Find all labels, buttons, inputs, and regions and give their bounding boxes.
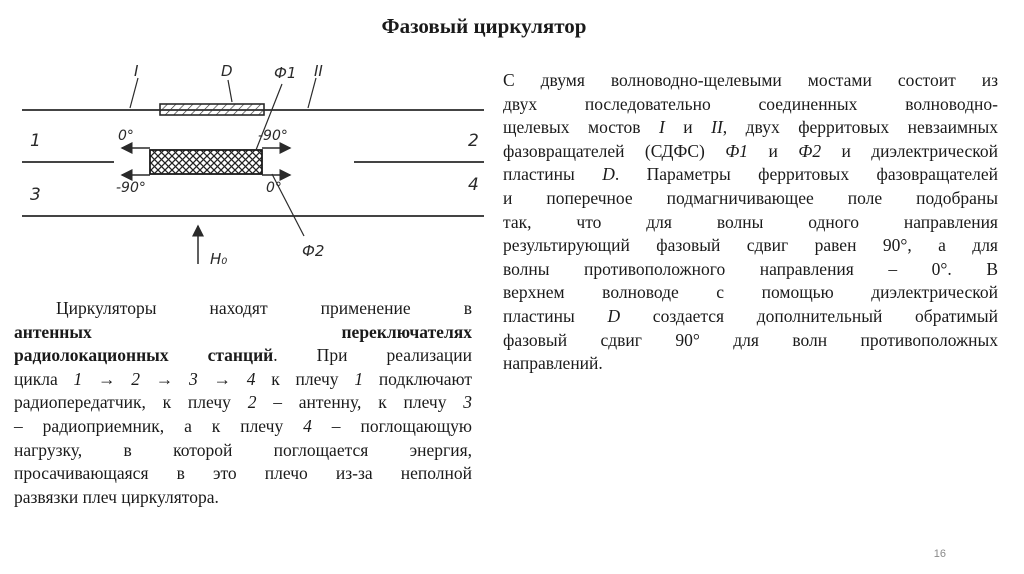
- text-line: – радиоприемник, а к плечу 4 – поглощающую: [14, 415, 472, 436]
- text-line: верхнем волноводе с помощью диэлектрической: [503, 282, 998, 303]
- label-phase-bottom-left: -90°: [116, 180, 146, 196]
- text-line: С двумя волноводно-щелевыми мостами состоит из: [503, 70, 998, 90]
- label-ferrite-f2: Ф2: [302, 242, 325, 260]
- application-paragraph: [14, 297, 472, 509]
- dielectric-plate-d: [160, 104, 264, 115]
- text-line: и поперечное подмагничивающее поле подобраны: [503, 187, 998, 208]
- text-line: фазовращателей (СДФС) Ф1 и Ф2 и диэлектрической: [503, 140, 998, 161]
- ferrite-phase-shifter: [150, 150, 262, 174]
- text-line: пластины D. Параметры ферритовых фазовращателей: [503, 164, 998, 185]
- text-line: развязки плеч циркулятора.: [14, 486, 219, 507]
- text-line: Циркуляторы находят применение в: [56, 298, 472, 318]
- text-line: щелевых мостов I и II, двух ферритовых невзаимных: [503, 117, 998, 138]
- label-port-3: 3: [30, 185, 41, 205]
- label-bridge-i: I: [134, 62, 139, 80]
- description-paragraph: [503, 69, 998, 376]
- label-port-4: 4: [468, 175, 479, 195]
- label-phase-bottom-right: 0°: [266, 180, 282, 196]
- text-line: фазовый сдвиг 90° для волн противоположных: [503, 329, 998, 350]
- text-line: направлений.: [503, 353, 603, 374]
- text-line: пластины D создается дополнительный обратимый: [503, 305, 998, 326]
- label-field-h0: H₀: [210, 250, 228, 268]
- leader-ii: [308, 78, 316, 108]
- label-port-1: 1: [30, 131, 41, 151]
- leader-d: [228, 80, 232, 102]
- text-line: двух последовательно соединенных волноводно-: [503, 93, 998, 114]
- text-line: цикла 1 → 2 → 3 → 4 к плечу 1 подключают: [14, 368, 473, 389]
- label-phase-top-left: 0°: [118, 128, 134, 144]
- leader-i: [130, 78, 138, 108]
- text-line: так, что для волны одного направления: [503, 211, 998, 232]
- text-line: антенных переключателях: [14, 321, 472, 342]
- circulator-diagram: [18, 58, 488, 284]
- circulator-schematic: [18, 58, 488, 284]
- text-line: радиопередатчик, к плечу 2 – антенну, к плечу 3: [14, 392, 472, 413]
- text-line: радиолокационных станций. При реализации: [14, 345, 472, 366]
- page-number: 16: [933, 548, 946, 560]
- label-bridge-ii: II: [314, 62, 323, 80]
- label-plate-d: D: [221, 62, 233, 80]
- label-port-2: 2: [468, 131, 479, 151]
- text-line: волны противоположного направления – 0°. В: [503, 258, 998, 279]
- text-line: нагрузку, в которой поглощается энергия,: [14, 439, 472, 460]
- slide-title: Фазовый циркулятор: [381, 14, 587, 38]
- text-line: результирующий фазовый сдвиг равен 90°, а для: [503, 235, 998, 256]
- label-phase-top-right: -90°: [258, 128, 288, 144]
- text-line: просачивающаяся в это плечо из-за неполной: [14, 463, 472, 484]
- label-ferrite-f1: Ф1: [274, 64, 297, 82]
